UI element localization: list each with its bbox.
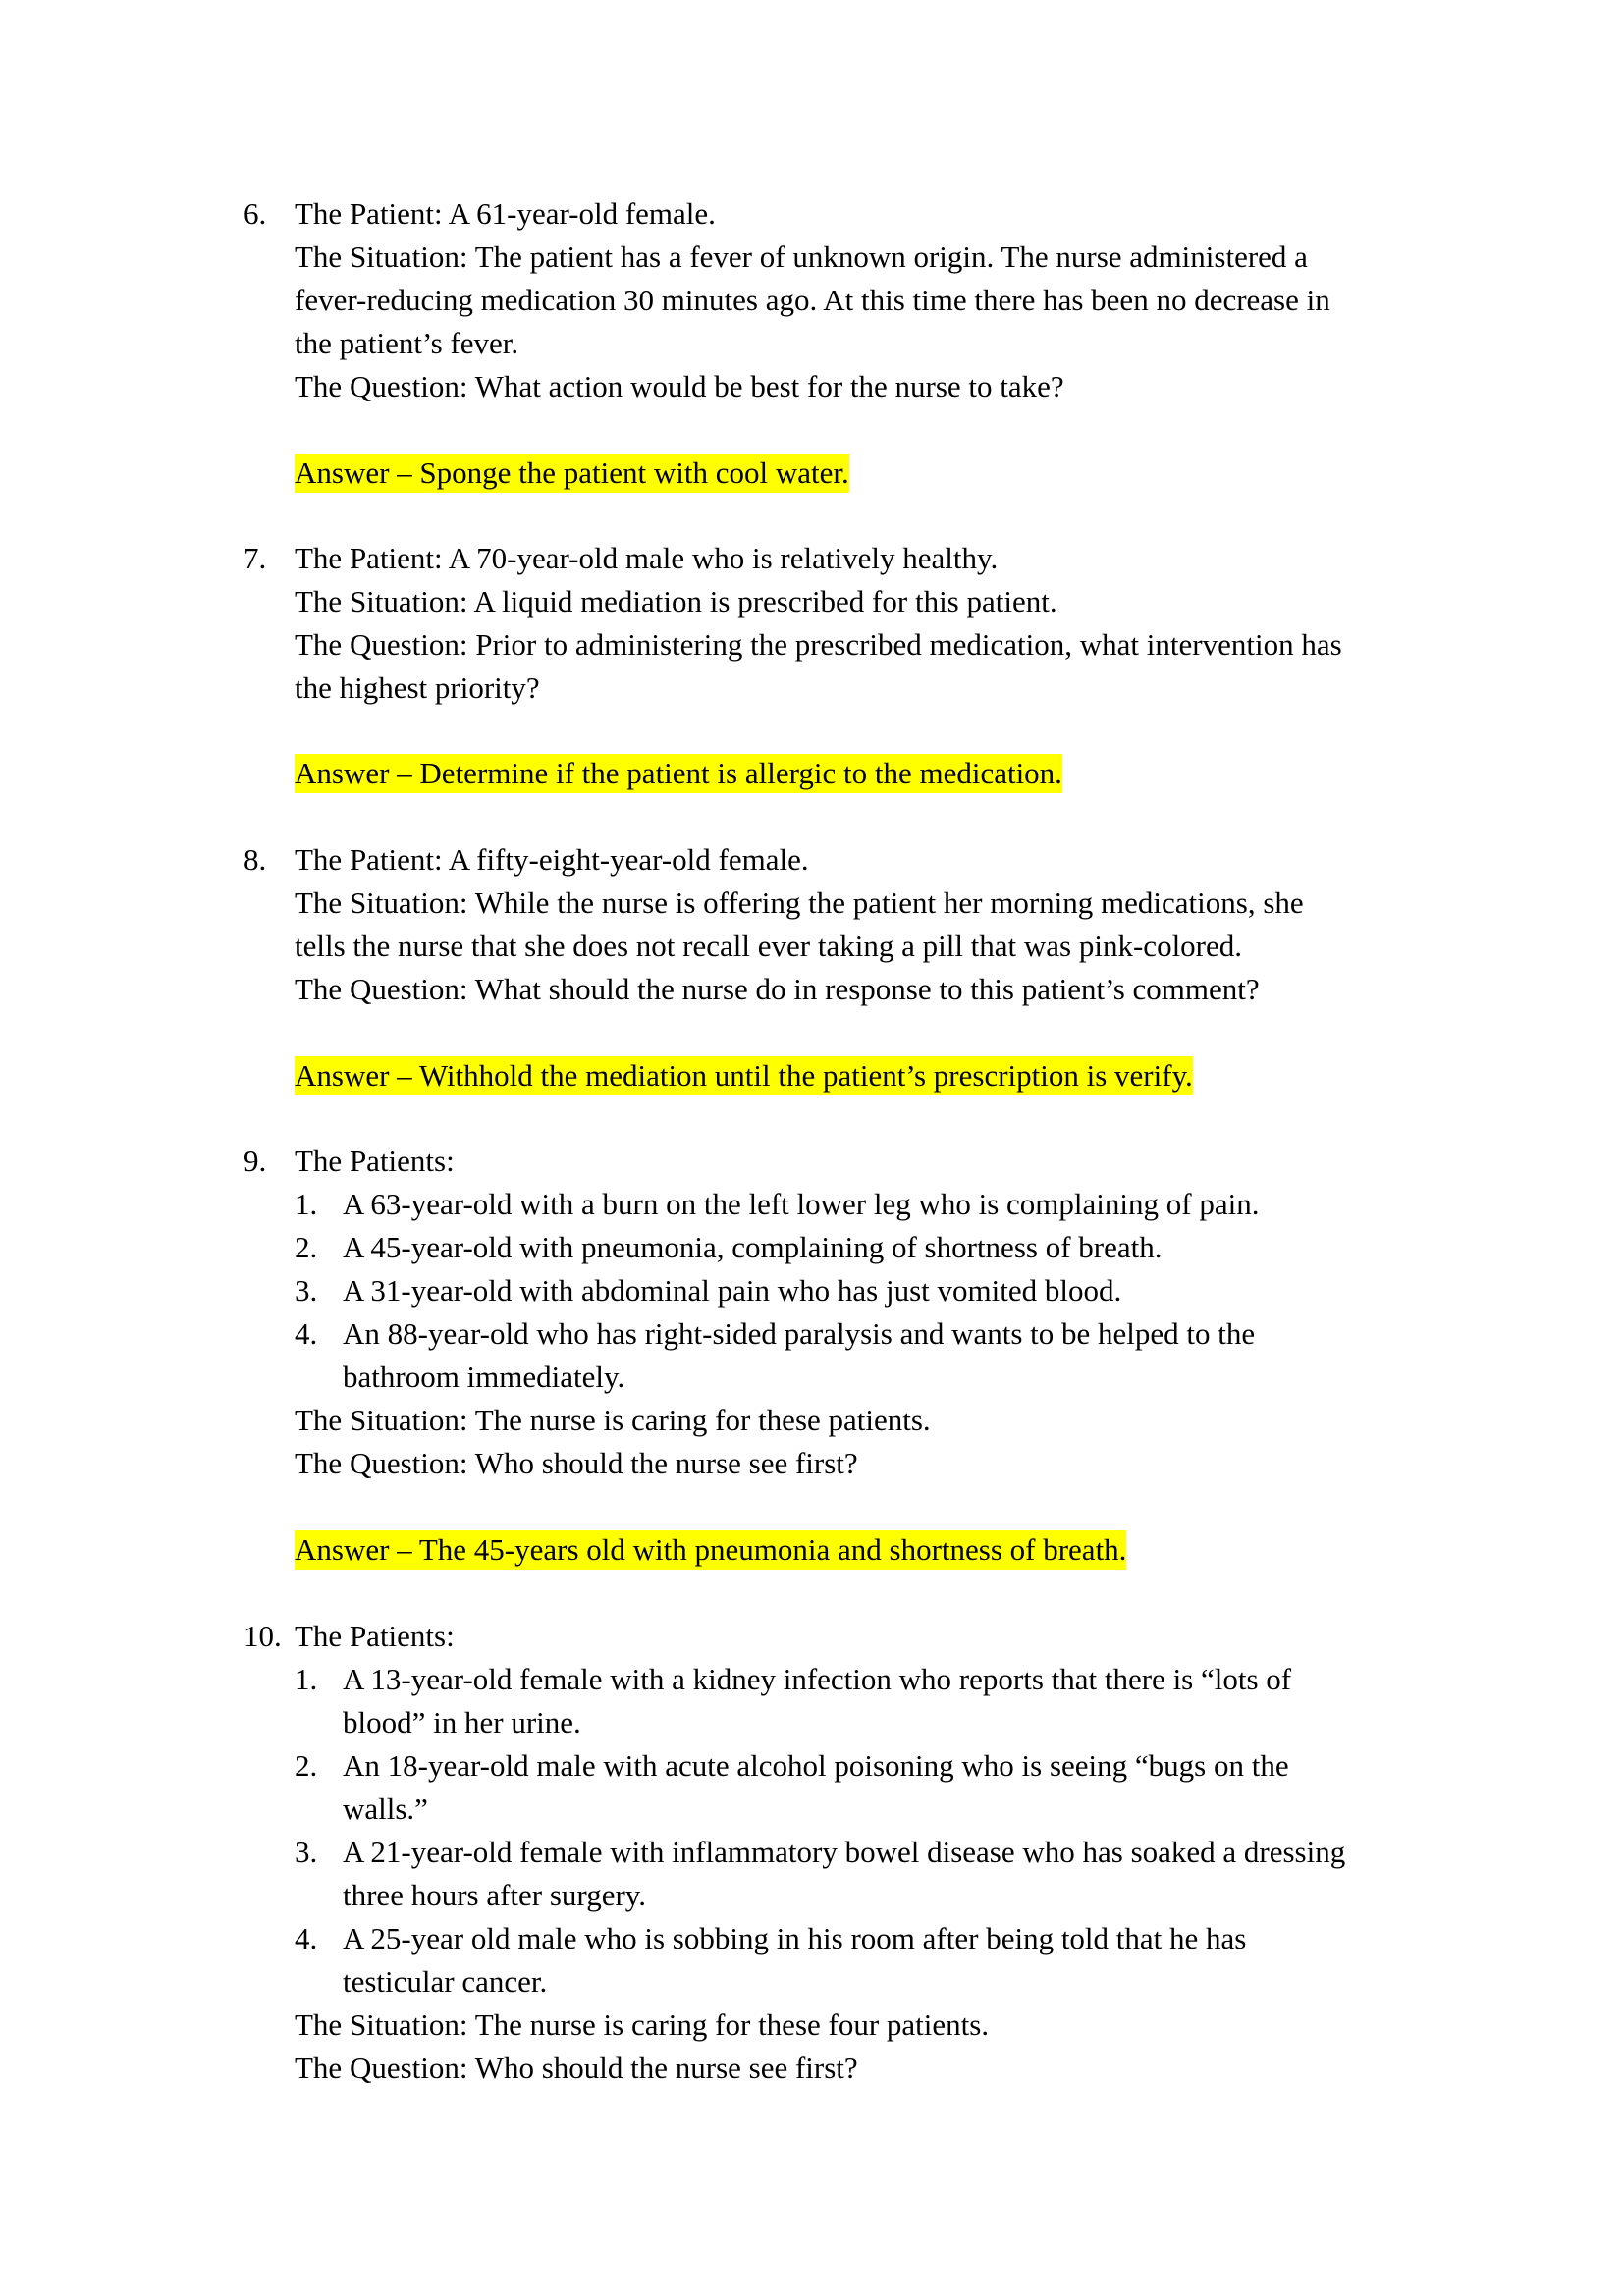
answer-highlight: Answer – Determine if the patient is allergic to the medication. — [295, 754, 1062, 793]
list-item-number: 2. — [295, 1230, 318, 1264]
question-line: The Question: What action would be best for the nurse to take? — [295, 369, 1064, 403]
list-item-continuation: testicular cancer. — [343, 1964, 548, 1999]
list-item: A 21-year-old female with inflammatory bowel disease who has soaked a dressing — [343, 1835, 1346, 1869]
situation-line: The Situation: The patient has a fever of unknown origin. The nurse administered a — [295, 240, 1308, 274]
list-item: A 13-year-old female with a kidney infection who reports that there is “lots of — [343, 1662, 1292, 1696]
list-item-continuation: three hours after surgery. — [343, 1878, 647, 1912]
question-number: 8. — [244, 842, 267, 877]
list-item-number: 1. — [295, 1187, 318, 1221]
question-line: The Question: Who should the nurse see first? — [295, 2051, 858, 2085]
answer-highlight: Answer – Sponge the patient with cool water. — [295, 454, 849, 493]
question-line: The Question: Prior to administering the prescribed medication, what intervention has — [295, 627, 1342, 662]
list-item-number: 1. — [295, 1662, 318, 1696]
list-item: A 45-year-old with pneumonia, complaining of shortness of breath. — [343, 1230, 1163, 1264]
situation-line: The Situation: The nurse is caring for these four patients. — [295, 2007, 990, 2042]
question-number: 10. — [244, 1619, 282, 1653]
list-item-number: 3. — [295, 1835, 318, 1869]
list-item-number: 4. — [295, 1316, 318, 1351]
situation-line: The Situation: The nurse is caring for these patients. — [295, 1403, 931, 1437]
question-line: The Question: Who should the nurse see first? — [295, 1446, 858, 1480]
situation-line: The Situation: While the nurse is offering the patient her morning medications, she — [295, 885, 1304, 920]
list-item-continuation: bathroom immediately. — [343, 1360, 625, 1394]
list-item: A 31-year-old with abdominal pain who has just vomited blood. — [343, 1273, 1122, 1308]
question-number: 6. — [244, 196, 267, 231]
list-item: An 18-year-old male with acute alcohol poisoning who is seeing “bugs on the — [343, 1748, 1289, 1783]
situation-line: fever-reducing medication 30 minutes ago. At this time there has been no decrease in — [295, 283, 1330, 317]
list-item-continuation: blood” in her urine. — [343, 1705, 581, 1739]
list-item-number: 3. — [295, 1273, 318, 1308]
answer-highlight: Answer – The 45-years old with pneumonia and shortness of breath. — [295, 1530, 1126, 1570]
answer-highlight: Answer – Withhold the mediation until the patient’s prescription is verify. — [295, 1056, 1193, 1095]
list-item-continuation: walls.” — [343, 1791, 428, 1826]
patient-line: The Patient: A 61-year-old female. — [295, 196, 716, 231]
situation-line: the patient’s fever. — [295, 326, 519, 360]
situation-line: The Situation: A liquid mediation is prescribed for this patient. — [295, 584, 1057, 618]
list-item: A 25-year old male who is sobbing in his room after being told that he has — [343, 1921, 1247, 1955]
question-line: The Question: What should the nurse do in response to this patient’s comment? — [295, 972, 1260, 1006]
list-item: An 88-year-old who has right-sided paralysis and wants to be helped to the — [343, 1316, 1256, 1351]
question-line: the highest priority? — [295, 670, 540, 705]
patients-heading: The Patients: — [295, 1144, 455, 1178]
list-item: A 63-year-old with a burn on the left lower leg who is complaining of pain. — [343, 1187, 1260, 1221]
patients-heading: The Patients: — [295, 1619, 455, 1653]
list-item-number: 2. — [295, 1748, 318, 1783]
question-number: 7. — [244, 541, 267, 575]
situation-line: tells the nurse that she does not recall ever taking a pill that was pink-colored. — [295, 929, 1243, 963]
patient-line: The Patient: A 70-year-old male who is relatively healthy. — [295, 541, 999, 575]
patient-line: The Patient: A fifty-eight-year-old female. — [295, 842, 809, 877]
question-number: 9. — [244, 1144, 267, 1178]
list-item-number: 4. — [295, 1921, 318, 1955]
